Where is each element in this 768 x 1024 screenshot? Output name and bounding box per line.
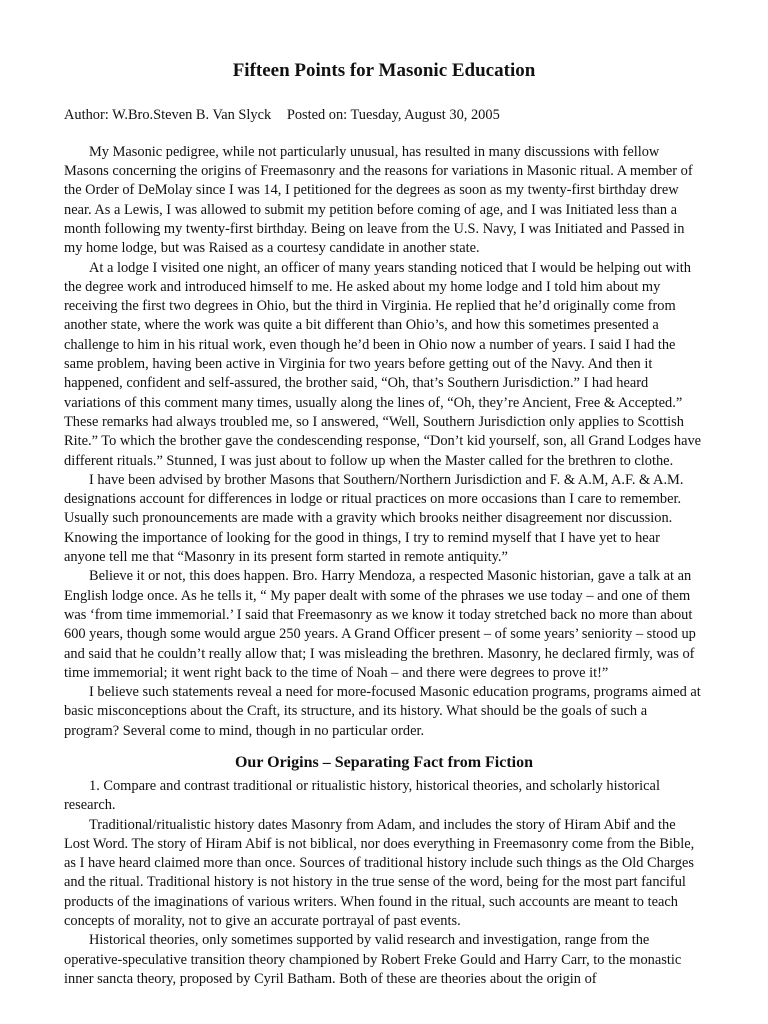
- intro-section: [64, 143, 704, 741]
- document-title: Fifteen Points for Masonic Education: [232, 60, 536, 81]
- author-line: Author: W.Bro.Steven B. Van Slyck: [64, 106, 272, 123]
- intro-paragraph-3: I have been advised by brother Masons that Southern/Northern Jurisdiction and F. & A.M, A.F. & A.M. designations account for differences in lodge or ritual practices on more occasions than I care to remember. Usually such pronouncements are made with a gravity which brooks neither disagreement nor discussion. Knowing the importance of looking for the good in things, I try to remind myself that I have yet to hear anyone tell me that “Masonry in its present form started in remote antiquity.”: [64, 471, 684, 566]
- intro-paragraph-5: I believe such statements reveal a need for more-focused Masonic education programs, programs aimed at basic misconceptions about the Craft, its structure, and its history. What should be the goals of such a program? Several come to mind, though in no particular order.: [64, 684, 701, 739]
- section-paragraph-2: Traditional/ritualistic history dates Masonry from Adam, and includes the story of Hiram Abif and the Lost Word. The story of Hiram Abif is not biblical, nor does everything in Freemasonry come from the Bible, as I have heard claimed more than once. Sources of traditional history include such things as the Old Charges and the ritual. Traditional history is not history in the true sense of the word, being for the most part fanciful products of the imaginations of various writers. When found in the ritual, such accounts are meant to teach concepts of morality, not to give an accurate portrayal of past events.: [64, 816, 695, 930]
- posted-date: Posted on: Tuesday, August 30, 2005: [286, 106, 500, 123]
- byline: [64, 105, 704, 125]
- intro-paragraph-2: At a lodge I visited one night, an officer of many years standing noticed that I would be helping out with the degree work and introduced himself to me. He asked about my home lodge and I told him about my receiving the first two degrees in Ohio, but the third in Virginia. He replied that he’d originally come from another state, where the work was quite a bit different than Ohio’s, and how this sometimes presented a challenge to him in his ritual work, even though he’d been in Ohio now a number of years. I said I had the same problem, having been active in Virginia for two years before getting out of the Navy. And then it happened, confident and self-assured, the brother said, “Oh, that’s Southern Jurisdiction.” I had heard variations of this comment many times, usually along the lines of, “Oh, they’re Ancient, Free & Accepted.” These remarks had always troubled me, so I answered, “Well, Southern Jurisdiction only applies to Scottish Rite.” To which the brother gave the condescending response, “Don’t kid yourself, son, all Grand Lodges have different rituals.” Stunned, I was just about to follow up when the Master called for the brethren to clothe.: [64, 259, 702, 469]
- intro-paragraph-1: My Masonic pedigree, while not particularly unusual, has resulted in many discussions with fellow Masons concerning the origins of Freemasonry and the reasons for variations in Masonic ritual. A member of the Order of DeMolay since I was 14, I petitioned for the degrees as soon as my twenty-first birthday drew near. As a Lewis, I was allowed to submit my petition before coming of age, and I was Initiated less than a month following my twenty-first birthday. Being on leave from the U.S. Navy, I was Initiated and Passed in my home lodge, but was Raised as a courtesy candidate in another state.: [64, 143, 693, 257]
- section-paragraph-1: 1. Compare and contrast traditional or ritualistic history, historical theories, and scholarly historical research.: [64, 778, 660, 814]
- section-paragraph-3: Historical theories, only sometimes supported by valid research and investigation, range from the operative-speculative transition theory championed by Robert Freke Gould and Harry Carr, to the monastic inner sancta theory, proposed by Cyril Batham. Both of these are theories about the origin of: [64, 932, 682, 987]
- intro-paragraph-4: Believe it or not, this does happen. Bro. Harry Mendoza, a respected Masonic historian, gave a talk at an English lodge once. As he tells it, “ My paper dealt with some of the phrases we use today – and one of them was ‘from time immemorial.’ I said that Freemasonry as we know it today stretched back no more than about 600 years, though some would argue 250 years. A Grand Officer present – of some years’ seniority – stood up and said that he couldn’t really allow that; I was misleading the brethren. Masonry, he declared firmly, was of time immemorial; it went right back to the time of Noah – and there were degrees to prove it!”: [64, 568, 696, 681]
- origins-section: [64, 777, 704, 989]
- section-heading: Our Origins – Separating Fact from Fiction: [234, 754, 534, 771]
